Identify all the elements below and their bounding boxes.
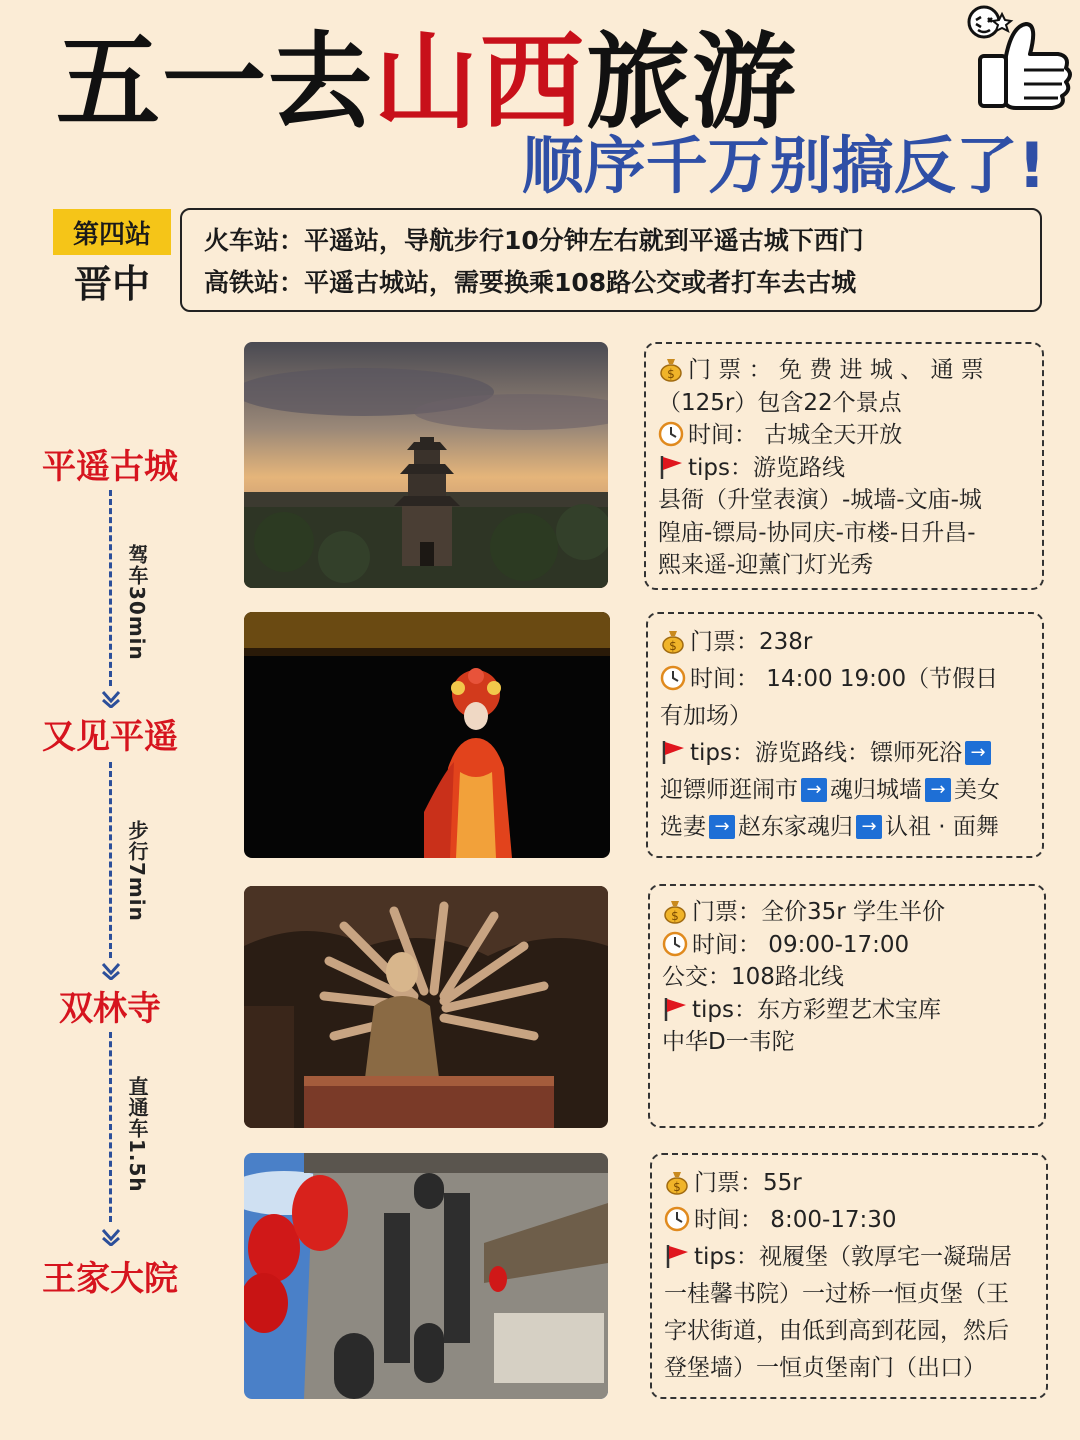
clock-icon bbox=[662, 931, 688, 957]
tips-line: tips：东方彩塑艺术宝库 bbox=[662, 994, 1032, 1027]
station-badge: 第四站 bbox=[53, 209, 171, 255]
down-arrow-icon bbox=[100, 686, 122, 708]
red-flag-icon bbox=[658, 454, 684, 480]
title-highlight: 山西 bbox=[374, 21, 587, 143]
red-flag-icon bbox=[662, 996, 688, 1022]
money-bag-icon bbox=[658, 356, 684, 382]
page-subtitle: 顺序千万别搞反了! bbox=[521, 129, 1046, 202]
blue-arrow-icon: → bbox=[801, 778, 827, 802]
leg-label: 步行7min bbox=[125, 820, 149, 922]
money-bag-icon bbox=[662, 898, 688, 924]
thumbs-up-icon bbox=[958, 4, 1074, 120]
bus-line: 公交：108路北线 bbox=[662, 964, 844, 990]
down-arrow-icon bbox=[100, 958, 122, 980]
page-title bbox=[56, 22, 798, 142]
ticket-line: $ 门票：238r bbox=[660, 624, 1030, 661]
svg-text:$: $ bbox=[669, 639, 677, 653]
money-bag-icon bbox=[660, 628, 686, 654]
photo-pingyao-city bbox=[244, 342, 608, 588]
transport-info-box bbox=[180, 208, 1042, 312]
time-line: 时间： 8:00-17:30 bbox=[664, 1202, 1034, 1239]
info-card-shuanglin: $ 门票：全价35r 学生半价 时间： 09:00-17:00 公交：108路北线 tips：东方彩塑艺术宝库 中华D一韦陀 bbox=[648, 884, 1046, 1128]
photo-shuanglin-statue bbox=[244, 886, 608, 1128]
tips-line: tips：游览路线：镖师死浴 → bbox=[660, 735, 1030, 772]
stop-shuanglin-temple: 双林寺 bbox=[59, 989, 161, 1029]
title-part-1: 五一去 bbox=[56, 21, 375, 143]
down-arrow-icon bbox=[100, 1224, 122, 1246]
tips-line: tips：视履堡（敦厚宅一凝瑞居 bbox=[664, 1239, 1034, 1276]
blue-arrow-icon: → bbox=[709, 815, 735, 839]
leg-label: 驾车30min bbox=[125, 544, 149, 661]
title-part-2: 旅游 bbox=[586, 21, 799, 143]
clock-icon bbox=[664, 1206, 690, 1232]
time-line: 时间： 14:00 19:00（节假日 bbox=[660, 661, 1030, 698]
clock-icon bbox=[660, 665, 686, 691]
time-line: 时间： 古城全天开放 bbox=[658, 419, 1030, 452]
money-bag-icon bbox=[664, 1169, 690, 1195]
route-dash-line bbox=[109, 1032, 112, 1222]
ticket-line: $ 门票：55r bbox=[664, 1165, 1034, 1202]
region-name: 晋中 bbox=[73, 262, 150, 306]
svg-text:$: $ bbox=[671, 909, 679, 923]
leg-label: 直通车1.5h bbox=[125, 1076, 149, 1193]
info-card-wang-compound: $ 门票：55r 时间： 8:00-17:30 tips：视履堡（敦厚宅一凝瑞居 一桂馨书院）一过桥一恒贞堡（王 字状街道，由低到高到花园，然后 登堡墙）一恒贞堡南门（出口） bbox=[650, 1153, 1048, 1399]
red-flag-icon bbox=[664, 1243, 690, 1269]
stop-again-pingyao: 又见平遥 bbox=[42, 717, 178, 757]
clock-icon bbox=[658, 421, 684, 447]
ticket-line: $ 门票：全价35r 学生半价 bbox=[662, 896, 1032, 929]
photo-wang-family-compound bbox=[244, 1153, 608, 1399]
blue-arrow-icon: → bbox=[965, 741, 991, 765]
svg-text:$: $ bbox=[673, 1180, 681, 1194]
stop-wang-family-compound: 王家大院 bbox=[42, 1259, 178, 1299]
info-card-again-pingyao: $ 门票：238r 时间： 14:00 19:00（节假日 有加场） tips：游览路线：镖师死浴 → 迎镖师逛闹市 → 魂归城墙 → 美女 选妻 → 赵东家魂归 → 认祖 · 面舞 bbox=[646, 612, 1044, 858]
route-dash-line bbox=[109, 762, 112, 958]
high-speed-station-line: 高铁站：平遥古城站，需要换乘108路公交或者打车去古城 bbox=[204, 268, 857, 297]
train-station-line: 火车站：平遥站，导航步行10分钟左右就到平遥古城下西门 bbox=[204, 226, 864, 255]
info-card-pingyao: $ 门 票 ： 免 费 进 城 、 通 票 （125r）包含22个景点 时间： 古城全天开放 tips：游览路线 县衙（升堂表演）-城墙-文庙-城 隍庙-镖局-协同庆-市楼-日升昌- 熙来遥-迎薰门灯光秀 bbox=[644, 342, 1044, 590]
blue-arrow-icon: → bbox=[856, 815, 882, 839]
tips-line: tips：游览路线 bbox=[658, 452, 1030, 485]
svg-text:$: $ bbox=[667, 367, 675, 381]
route-dash-line bbox=[109, 490, 112, 686]
ticket-line: $ 门 票 ： 免 费 进 城 、 通 票 bbox=[658, 354, 1030, 387]
blue-arrow-icon: → bbox=[925, 778, 951, 802]
time-line: 时间： 09:00-17:00 bbox=[662, 929, 1032, 962]
stop-pingyao-ancient-city: 平遥古城 bbox=[42, 447, 178, 487]
red-flag-icon bbox=[660, 739, 686, 765]
photo-again-pingyao-show bbox=[244, 612, 610, 858]
